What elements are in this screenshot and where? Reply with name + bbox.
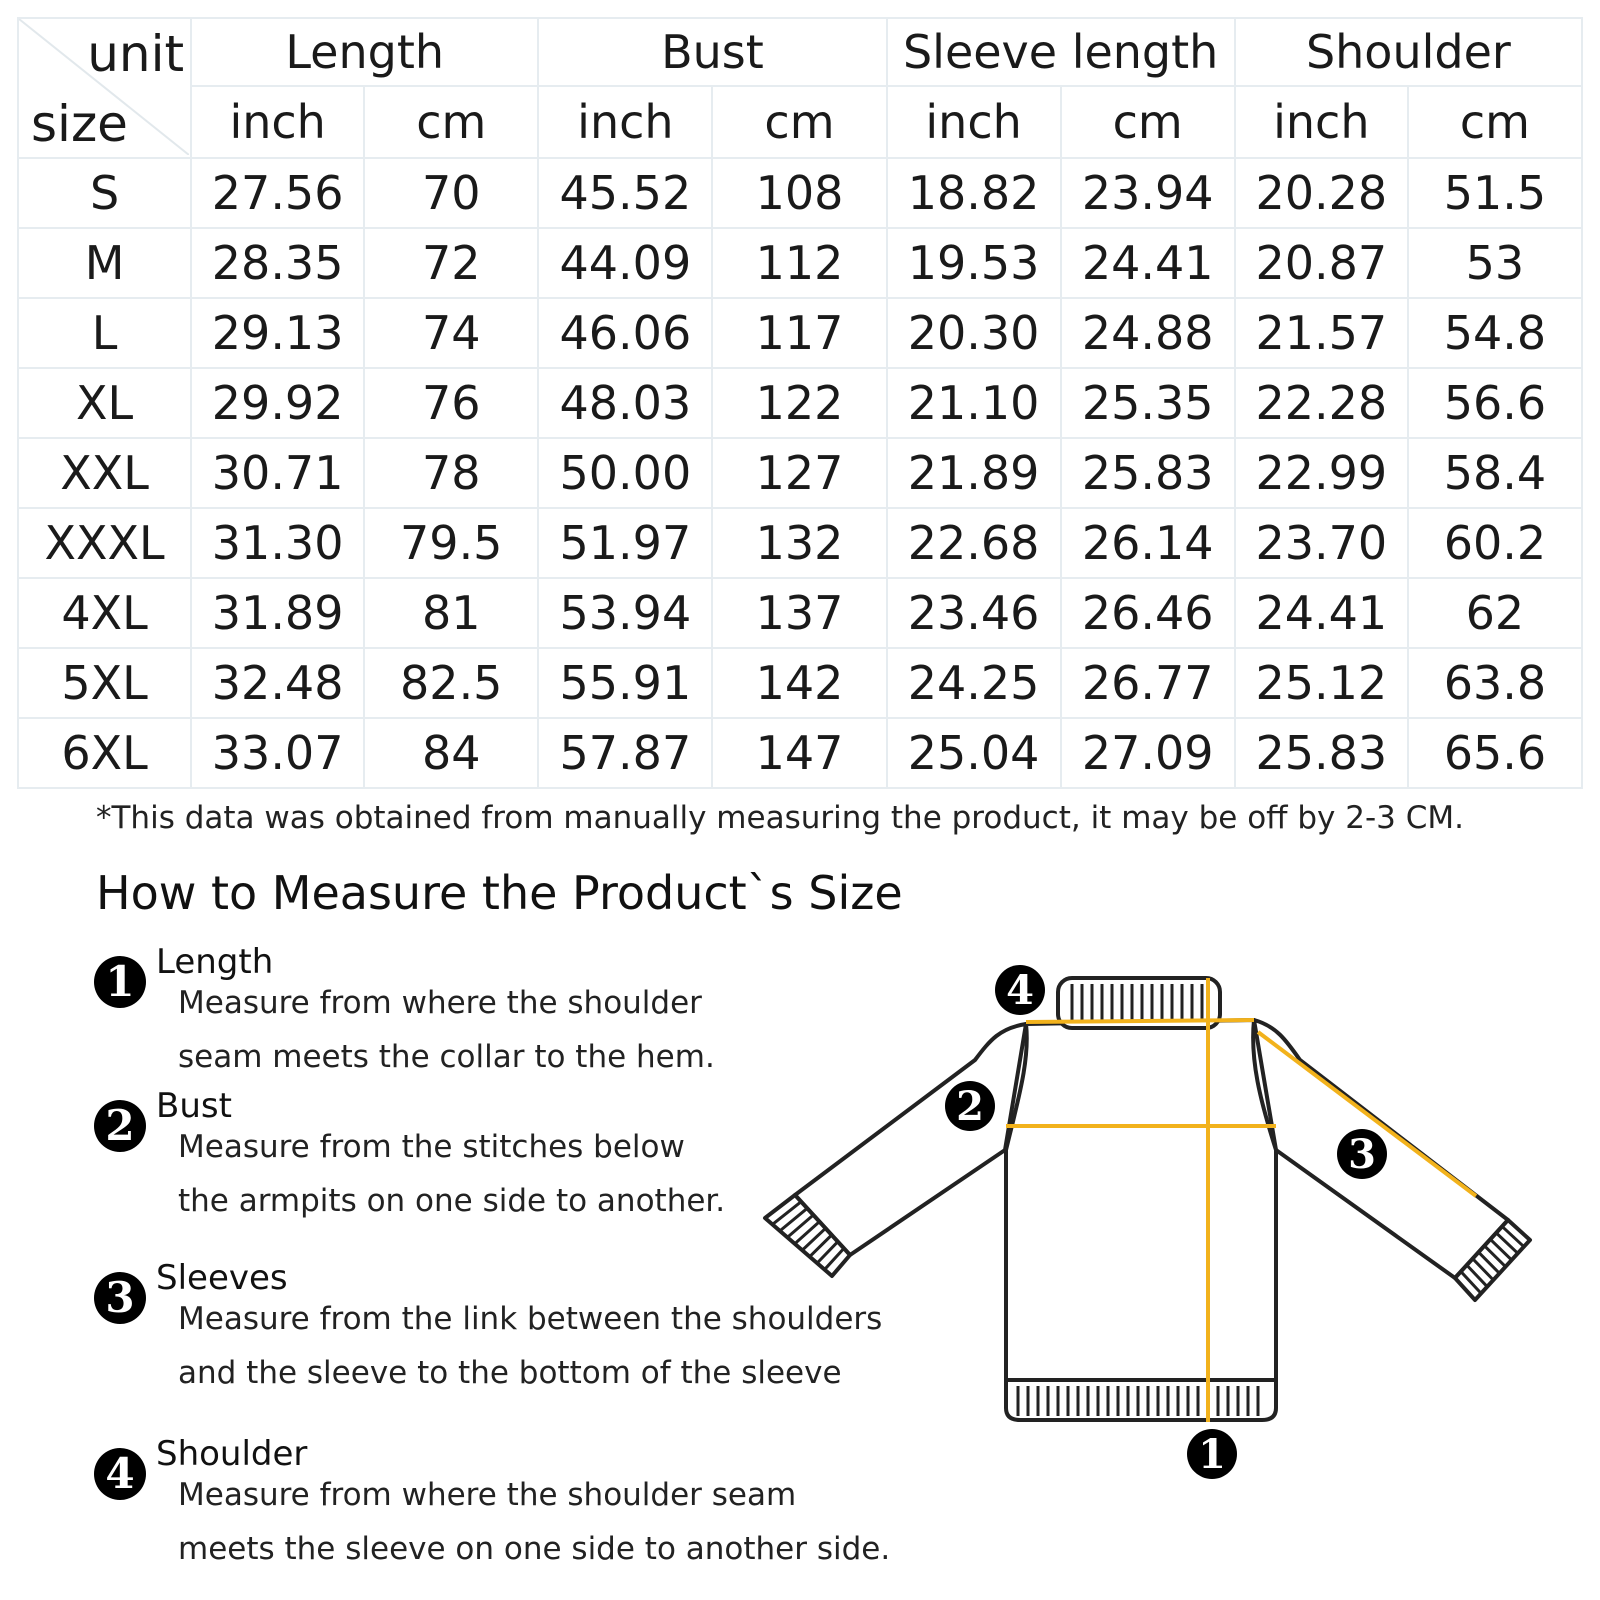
sweater-outline-icon: [765, 978, 1530, 1420]
size-cell: L: [18, 298, 191, 368]
measurement-cell: 63.8: [1408, 648, 1582, 718]
measurement-cell: 21.10: [887, 368, 1061, 438]
measurement-cell: 19.53: [887, 228, 1061, 298]
measurement-cell: 117: [712, 298, 886, 368]
step-number-3-icon: 3: [94, 1272, 146, 1324]
measurement-cell: 33.07: [191, 718, 364, 788]
measurement-cell: 51.97: [538, 508, 712, 578]
measurement-cell: 79.5: [364, 508, 538, 578]
step-description-line: Measure from the link between the shoulders: [178, 1301, 883, 1337]
unit-header: inch: [191, 86, 364, 158]
measurement-cell: 82.5: [364, 648, 538, 718]
measurement-cell: 55.91: [538, 648, 712, 718]
size-cell: 6XL: [18, 718, 191, 788]
measurement-cell: 24.41: [1235, 578, 1408, 648]
step-description-line: Measure from the stitches below: [178, 1129, 685, 1165]
table-body: [18, 158, 1582, 788]
measurement-cell: 23.70: [1235, 508, 1408, 578]
measurement-cell: 27.09: [1061, 718, 1235, 788]
shoulder-measure-line: [1026, 1020, 1254, 1022]
step-description-line: Measure from where the shoulder seam: [178, 1477, 797, 1513]
marker-label: 2: [956, 1083, 984, 1130]
measurement-cell: 24.88: [1061, 298, 1235, 368]
marker-label: 1: [1198, 1431, 1226, 1478]
step-description: [178, 976, 715, 1084]
measurement-cell: 29.13: [191, 298, 364, 368]
table-header-groups: [18, 18, 1582, 86]
unit-header: cm: [1408, 86, 1582, 158]
table-row: [18, 718, 1582, 788]
corner-unit-label: unit: [87, 25, 185, 83]
table-row: [18, 578, 1582, 648]
measurement-cell: 84: [364, 718, 538, 788]
step-description: [178, 1120, 725, 1228]
corner-size-label: size: [31, 95, 128, 153]
step-description-line: the armpits on one side to another.: [178, 1183, 726, 1219]
measurement-cell: 23.46: [887, 578, 1061, 648]
measurement-cell: 54.8: [1408, 298, 1582, 368]
measurement-cell: 26.46: [1061, 578, 1235, 648]
measurement-cell: 72: [364, 228, 538, 298]
measurement-cell: 21.57: [1235, 298, 1408, 368]
sweater-measurement-diagram: [740, 950, 1580, 1510]
measurement-note: *This data was obtained from manually measuring the product, it may be off by 2-3 CM.: [96, 800, 1464, 836]
marker-4: [995, 965, 1045, 1015]
table-row: [18, 228, 1582, 298]
measurement-cell: 53.94: [538, 578, 712, 648]
table-row: [18, 438, 1582, 508]
unit-header: inch: [538, 86, 712, 158]
measurement-cell: 25.83: [1235, 718, 1408, 788]
measurement-cell: 32.48: [191, 648, 364, 718]
measurement-cell: 50.00: [538, 438, 712, 508]
marker-2: [945, 1081, 995, 1131]
group-header-length: Length: [191, 18, 538, 86]
measurement-cell: 24.41: [1061, 228, 1235, 298]
measurement-cell: 137: [712, 578, 886, 648]
measurement-cell: 48.03: [538, 368, 712, 438]
size-cell: XXXL: [18, 508, 191, 578]
marker-label: 4: [1006, 967, 1034, 1014]
table-row: [18, 508, 1582, 578]
measurement-cell: 22.68: [887, 508, 1061, 578]
measurement-cell: 30.71: [191, 438, 364, 508]
marker-1: [1187, 1429, 1237, 1479]
size-cell: M: [18, 228, 191, 298]
measurement-cell: 51.5: [1408, 158, 1582, 228]
measurement-cell: 81: [364, 578, 538, 648]
measurement-cell: 57.87: [538, 718, 712, 788]
group-header-shoulder: Shoulder: [1235, 18, 1582, 86]
measurement-cell: 26.14: [1061, 508, 1235, 578]
measurement-cell: 22.99: [1235, 438, 1408, 508]
step-label: Sleeves: [156, 1258, 288, 1298]
measurement-cell: 70: [364, 158, 538, 228]
step-description-line: meets the sleeve on one side to another side.: [178, 1531, 891, 1567]
unit-header: cm: [364, 86, 538, 158]
measurement-cell: 20.28: [1235, 158, 1408, 228]
measurement-cell: 24.25: [887, 648, 1061, 718]
unit-header: cm: [1061, 86, 1235, 158]
step-label: Shoulder: [156, 1434, 308, 1474]
measurement-cell: 108: [712, 158, 886, 228]
measurement-cell: 45.52: [538, 158, 712, 228]
measurement-cell: 21.89: [887, 438, 1061, 508]
step-label: Bust: [156, 1086, 232, 1126]
table-header-units: [18, 86, 1582, 158]
measurement-cell: 27.56: [191, 158, 364, 228]
measurement-cell: 25.35: [1061, 368, 1235, 438]
measurement-cell: 65.6: [1408, 718, 1582, 788]
step-number-4-icon: 4: [94, 1448, 146, 1500]
measurement-cell: 28.35: [191, 228, 364, 298]
measurement-cell: 56.6: [1408, 368, 1582, 438]
step-number-1-icon: 1: [94, 956, 146, 1008]
size-cell: XXL: [18, 438, 191, 508]
size-cell: XL: [18, 368, 191, 438]
step-description-line: Measure from where the shoulder: [178, 985, 702, 1021]
measurement-cell: 78: [364, 438, 538, 508]
table-row: [18, 648, 1582, 718]
measurement-cell: 18.82: [887, 158, 1061, 228]
measurement-cell: 74: [364, 298, 538, 368]
measurement-cell: 60.2: [1408, 508, 1582, 578]
measurement-cell: 20.30: [887, 298, 1061, 368]
measurement-cell: 127: [712, 438, 886, 508]
step-description-line: seam meets the collar to the hem.: [178, 1039, 715, 1075]
size-cell: S: [18, 158, 191, 228]
measurement-cell: 58.4: [1408, 438, 1582, 508]
measurement-cell: 122: [712, 368, 886, 438]
measurement-cell: 31.89: [191, 578, 364, 648]
measurement-cell: 46.06: [538, 298, 712, 368]
measurement-cell: 76: [364, 368, 538, 438]
table-row: [18, 158, 1582, 228]
marker-3: [1337, 1129, 1387, 1179]
measurement-cell: 25.12: [1235, 648, 1408, 718]
group-header-bust: Bust: [538, 18, 886, 86]
measurement-cell: 62: [1408, 578, 1582, 648]
measurement-cell: 132: [712, 508, 886, 578]
measurement-cell: 29.92: [191, 368, 364, 438]
table-row: [18, 368, 1582, 438]
measurement-cell: 22.28: [1235, 368, 1408, 438]
measurement-cell: 23.94: [1061, 158, 1235, 228]
marker-label: 3: [1348, 1131, 1376, 1178]
unit-header: inch: [887, 86, 1061, 158]
unit-header: cm: [712, 86, 886, 158]
measurement-cell: 53: [1408, 228, 1582, 298]
group-header-sleeve-length: Sleeve length: [887, 18, 1235, 86]
step-label: Length: [156, 942, 274, 982]
measurement-cell: 147: [712, 718, 886, 788]
measurement-cell: 20.87: [1235, 228, 1408, 298]
size-chart-table: [17, 17, 1583, 789]
size-cell: 4XL: [18, 578, 191, 648]
size-cell: 5XL: [18, 648, 191, 718]
table-row: [18, 298, 1582, 368]
step-description-line: and the sleeve to the bottom of the sleeve: [178, 1355, 842, 1391]
how-to-measure-title: How to Measure the Product`s Size: [96, 866, 903, 920]
unit-header: inch: [1235, 86, 1408, 158]
measurement-cell: 44.09: [538, 228, 712, 298]
measurement-cell: 142: [712, 648, 886, 718]
measurement-cell: 25.83: [1061, 438, 1235, 508]
measurement-cell: 26.77: [1061, 648, 1235, 718]
corner-header-cell: [18, 18, 191, 158]
step-number-2-icon: 2: [94, 1100, 146, 1152]
measurement-cell: 112: [712, 228, 886, 298]
measurement-cell: 31.30: [191, 508, 364, 578]
measurement-cell: 25.04: [887, 718, 1061, 788]
